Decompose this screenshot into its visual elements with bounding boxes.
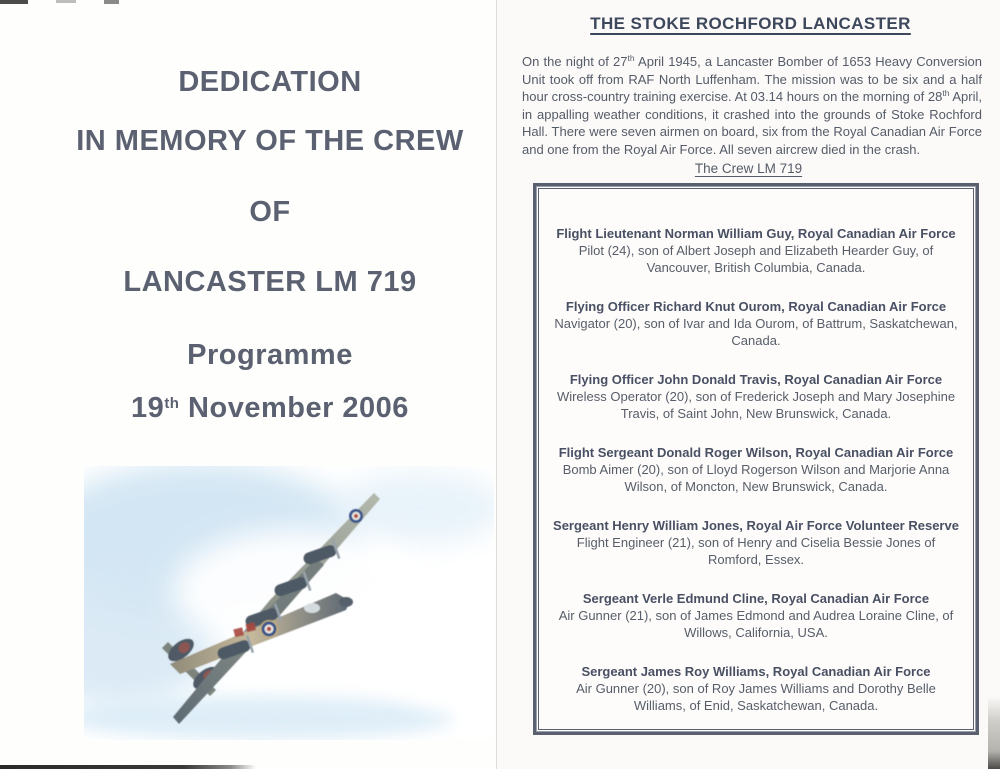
- title-programme: Programme: [187, 339, 353, 371]
- crew-entry: [553, 298, 959, 349]
- page-title: THE STOKE ROCHFORD LANCASTER: [590, 14, 911, 33]
- crew-member-name: Sergeant James Roy Williams, Royal Canadian Air Force: [581, 664, 931, 679]
- crew-member-details: Wireless Operator (20), son of Frederick Joseph and Mary Josephine Travis, of Saint John, New Brunswick, Canada.: [556, 389, 956, 421]
- lancaster-aircraft-illustration: [84, 466, 494, 740]
- date-ordinal-suffix: th: [164, 395, 180, 412]
- crew-entry: [553, 663, 959, 714]
- intro-text-3: April, in appalling weather conditions, it crashed into the grounds of Stoke Rochford Hall. There were seven airmen on board, six from the Royal Canadian Air Force and one from the Royal Air Force. All seven aircrew died in the crash.: [522, 89, 982, 157]
- crew-member-name: Flying Officer Richard Knut Ourom, Royal Canadian Air Force: [565, 299, 947, 314]
- crew-member-name: Sergeant Henry William Jones, Royal Air Force Volunteer Reserve: [553, 518, 959, 533]
- lancaster-painting: [84, 466, 494, 740]
- crew-member-details: Pilot (24), son of Albert Joseph and Elizabeth Hearder Guy, of Vancouver, British Columbia, Canada.: [578, 243, 934, 275]
- ordinal-sup-27: th: [627, 53, 635, 63]
- crew-member-name: Flight Lieutenant Norman William Guy, Royal Canadian Air Force: [556, 226, 956, 241]
- crew-member-name: Flight Sergeant Donald Roger Wilson, Royal Canadian Air Force: [558, 445, 954, 460]
- crew-member-details: Navigator (20), son of Ivar and Ida Ourom, of Battrum, Saskatchewan, Canada.: [554, 316, 958, 348]
- date-month-year: November 2006: [179, 392, 409, 424]
- right-page-content: [497, 0, 1000, 713]
- crew-member-details: Bomb Aimer (20), son of Lloyd Rogerson Wilson and Marjorie Anna Wilson, of Moncton, New Brunswick, Canada.: [562, 462, 950, 494]
- left-page: [0, 0, 497, 769]
- crew-entry: [553, 517, 959, 568]
- ordinal-sup-28: th: [942, 88, 950, 98]
- title-of: OF: [249, 196, 291, 228]
- right-page: [497, 0, 1000, 769]
- crew-member-details: Air Gunner (20), son of Roy James Williams and Dorothy Belle Williams, of Enid, Saskatchewan, Canada.: [576, 681, 936, 713]
- title-lancaster-lm719: LANCASTER LM 719: [123, 266, 417, 298]
- page-fold-divider: [496, 0, 497, 769]
- crew-entry: [553, 371, 959, 422]
- crew-entry: [553, 590, 959, 641]
- crew-member-name: Flying Officer John Donald Travis, Royal Canadian Air Force: [569, 372, 943, 387]
- crew-heading: The Crew LM 719: [694, 161, 803, 176]
- intro-text-2: April 1945, a Lancaster Bomber of 1653 Heavy Conversion Unit took off from RAF North Luffenham. The mission was to be six and a half hour cross-country training exercise. At 03.14 hours on the morning of 28: [522, 54, 982, 104]
- crew-member-details: Flight Engineer (21), son of Henry and Ciselia Bessie Jones of Romford, Essex.: [576, 535, 936, 567]
- programme-date: [40, 394, 500, 423]
- left-page-content: [40, 0, 500, 423]
- crew-entry: [553, 444, 959, 495]
- crew-box: [533, 183, 979, 735]
- crew-member-details: Air Gunner (21), son of James Edmond and Audrea Loraine Cline, of Willows, California, USA.: [558, 608, 954, 640]
- crew-list: [538, 188, 974, 730]
- intro-text-1: On the night of 27: [522, 54, 628, 69]
- title-in-memory: IN MEMORY OF THE CREW: [76, 125, 464, 157]
- crew-entry: [553, 225, 959, 276]
- crew-member-name: Sergeant Verle Edmund Cline, Royal Canadian Air Force: [582, 591, 930, 606]
- title-dedication: DEDICATION: [178, 66, 362, 98]
- intro-paragraph: [522, 53, 982, 158]
- date-day: 19: [131, 392, 165, 424]
